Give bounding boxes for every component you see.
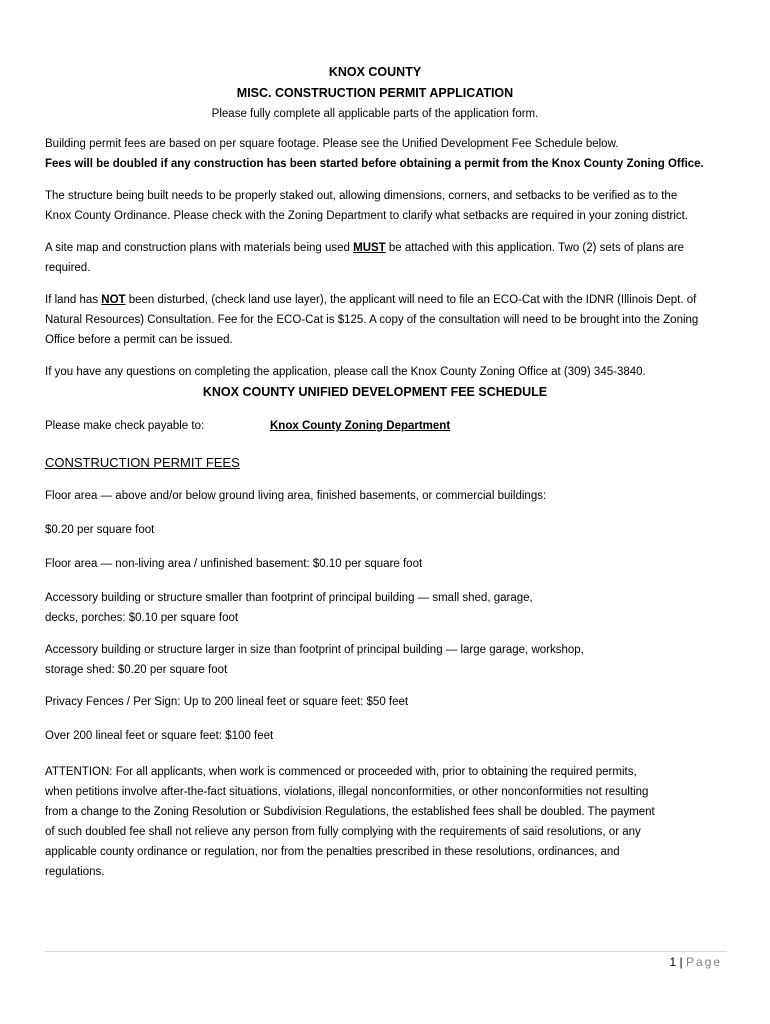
- site-map-text-b: be attached with this application. Two (2) sets of plans are required.: [45, 242, 685, 274]
- page-footer: [669, 953, 722, 971]
- payable-label: Please make check payable to:: [45, 420, 205, 432]
- fees-note: Building permit fees are based on per square footage. Please see the Unified Development Fee Schedule below.: [45, 138, 619, 150]
- fee-item-floor-living-rate: $0.20 per square foot: [45, 524, 155, 536]
- document-page: [45, 62, 705, 882]
- intro-paragraph-fees: [45, 134, 705, 174]
- construction-permit-fees-heading: CONSTRUCTION PERMIT FEES: [45, 455, 240, 470]
- eco-cat-text-b: been disturbed, (check land use layer), the applicant will need to file an ECO-Cat with the IDNR (Illinois Dept. of Natural Resources) Consultation. Fee for the ECO-Cat is $125. A copy of the consultation will need to be brought into the Zoning Office before a permit can be issued.: [45, 294, 699, 346]
- payable-row: [45, 416, 705, 436]
- page-word: Page: [685, 955, 722, 969]
- eco-cat-paragraph: [45, 290, 705, 350]
- site-map-text-a: A site map and construction plans with materials being used: [45, 242, 354, 254]
- fee-item-fence-over-200: Over 200 lineal feet or square feet: $100 feet: [45, 730, 274, 742]
- must-emphasis: MUST: [353, 242, 386, 254]
- fee-item-accessory-large: Accessory building or structure larger in size than footprint of principal building — large garage, workshop, storage shed: $0.20 per square foot: [45, 644, 584, 676]
- form-subtitle: Please fully complete all applicable parts of the application form.: [211, 108, 539, 120]
- fee-item-accessory-small: Accessory building or structure smaller than footprint of principal building — small shed, garage, decks, porches: $0.10 per square foot: [45, 592, 533, 624]
- staking-paragraph: The structure being built needs to be properly staked out, allowing dimensions, corners, and setbacks to be verified as to the Knox County Ordinance. Please check with the Zoning Department to clarify what setbacks are required in your zoning district.: [45, 190, 689, 222]
- footer-divider: [45, 951, 727, 952]
- page-separator: |: [679, 955, 683, 969]
- county-heading: KNOX COUNTY: [328, 65, 422, 79]
- contact-paragraph: If you have any questions on completing the application, please call the Knox County Zoning Office at (309) 345-3840.: [45, 366, 646, 378]
- payable-value: Knox County Zoning Department: [270, 420, 451, 432]
- attention-paragraph: ATTENTION: For all applicants, when work is commenced or proceeded with, prior to obtaining the required permits, when petitions involve after-the-fact situations, violations, illegal nonconformities, or other nonconformities not resulting from a change to the Zoning Resolution or Subdivision Regulations, the established fees shall be doubled. The payment of such doubled fee shall not relieve any person from fully complying with the requirements of said resolutions, or any applicable county ordinance or regulation, nor from the penalties prescribed in these resolutions, ordinances, and regulations.: [45, 766, 655, 878]
- not-emphasis: NOT: [101, 294, 126, 306]
- eco-cat-text-a: If land has: [45, 294, 102, 306]
- fee-item-floor-nonliving: Floor area — non-living area / unfinished basement: $0.10 per square foot: [45, 558, 423, 570]
- fee-schedule-title: KNOX COUNTY UNIFIED DEVELOPMENT FEE SCHEDULE: [202, 385, 548, 399]
- site-map-paragraph: [45, 238, 705, 278]
- form-title: MISC. CONSTRUCTION PERMIT APPLICATION: [236, 86, 514, 100]
- page-number: 1: [669, 955, 677, 969]
- fees-doubled-warning: Fees will be doubled if any construction has been started before obtaining a permit from the Knox County Zoning Office.: [45, 158, 704, 170]
- fee-item-fence-under-200: Privacy Fences / Per Sign: Up to 200 lineal feet or square feet: $50 feet: [45, 696, 409, 708]
- fee-item-floor-living: Floor area — above and/or below ground living area, finished basements, or commercial buildings:: [45, 490, 547, 502]
